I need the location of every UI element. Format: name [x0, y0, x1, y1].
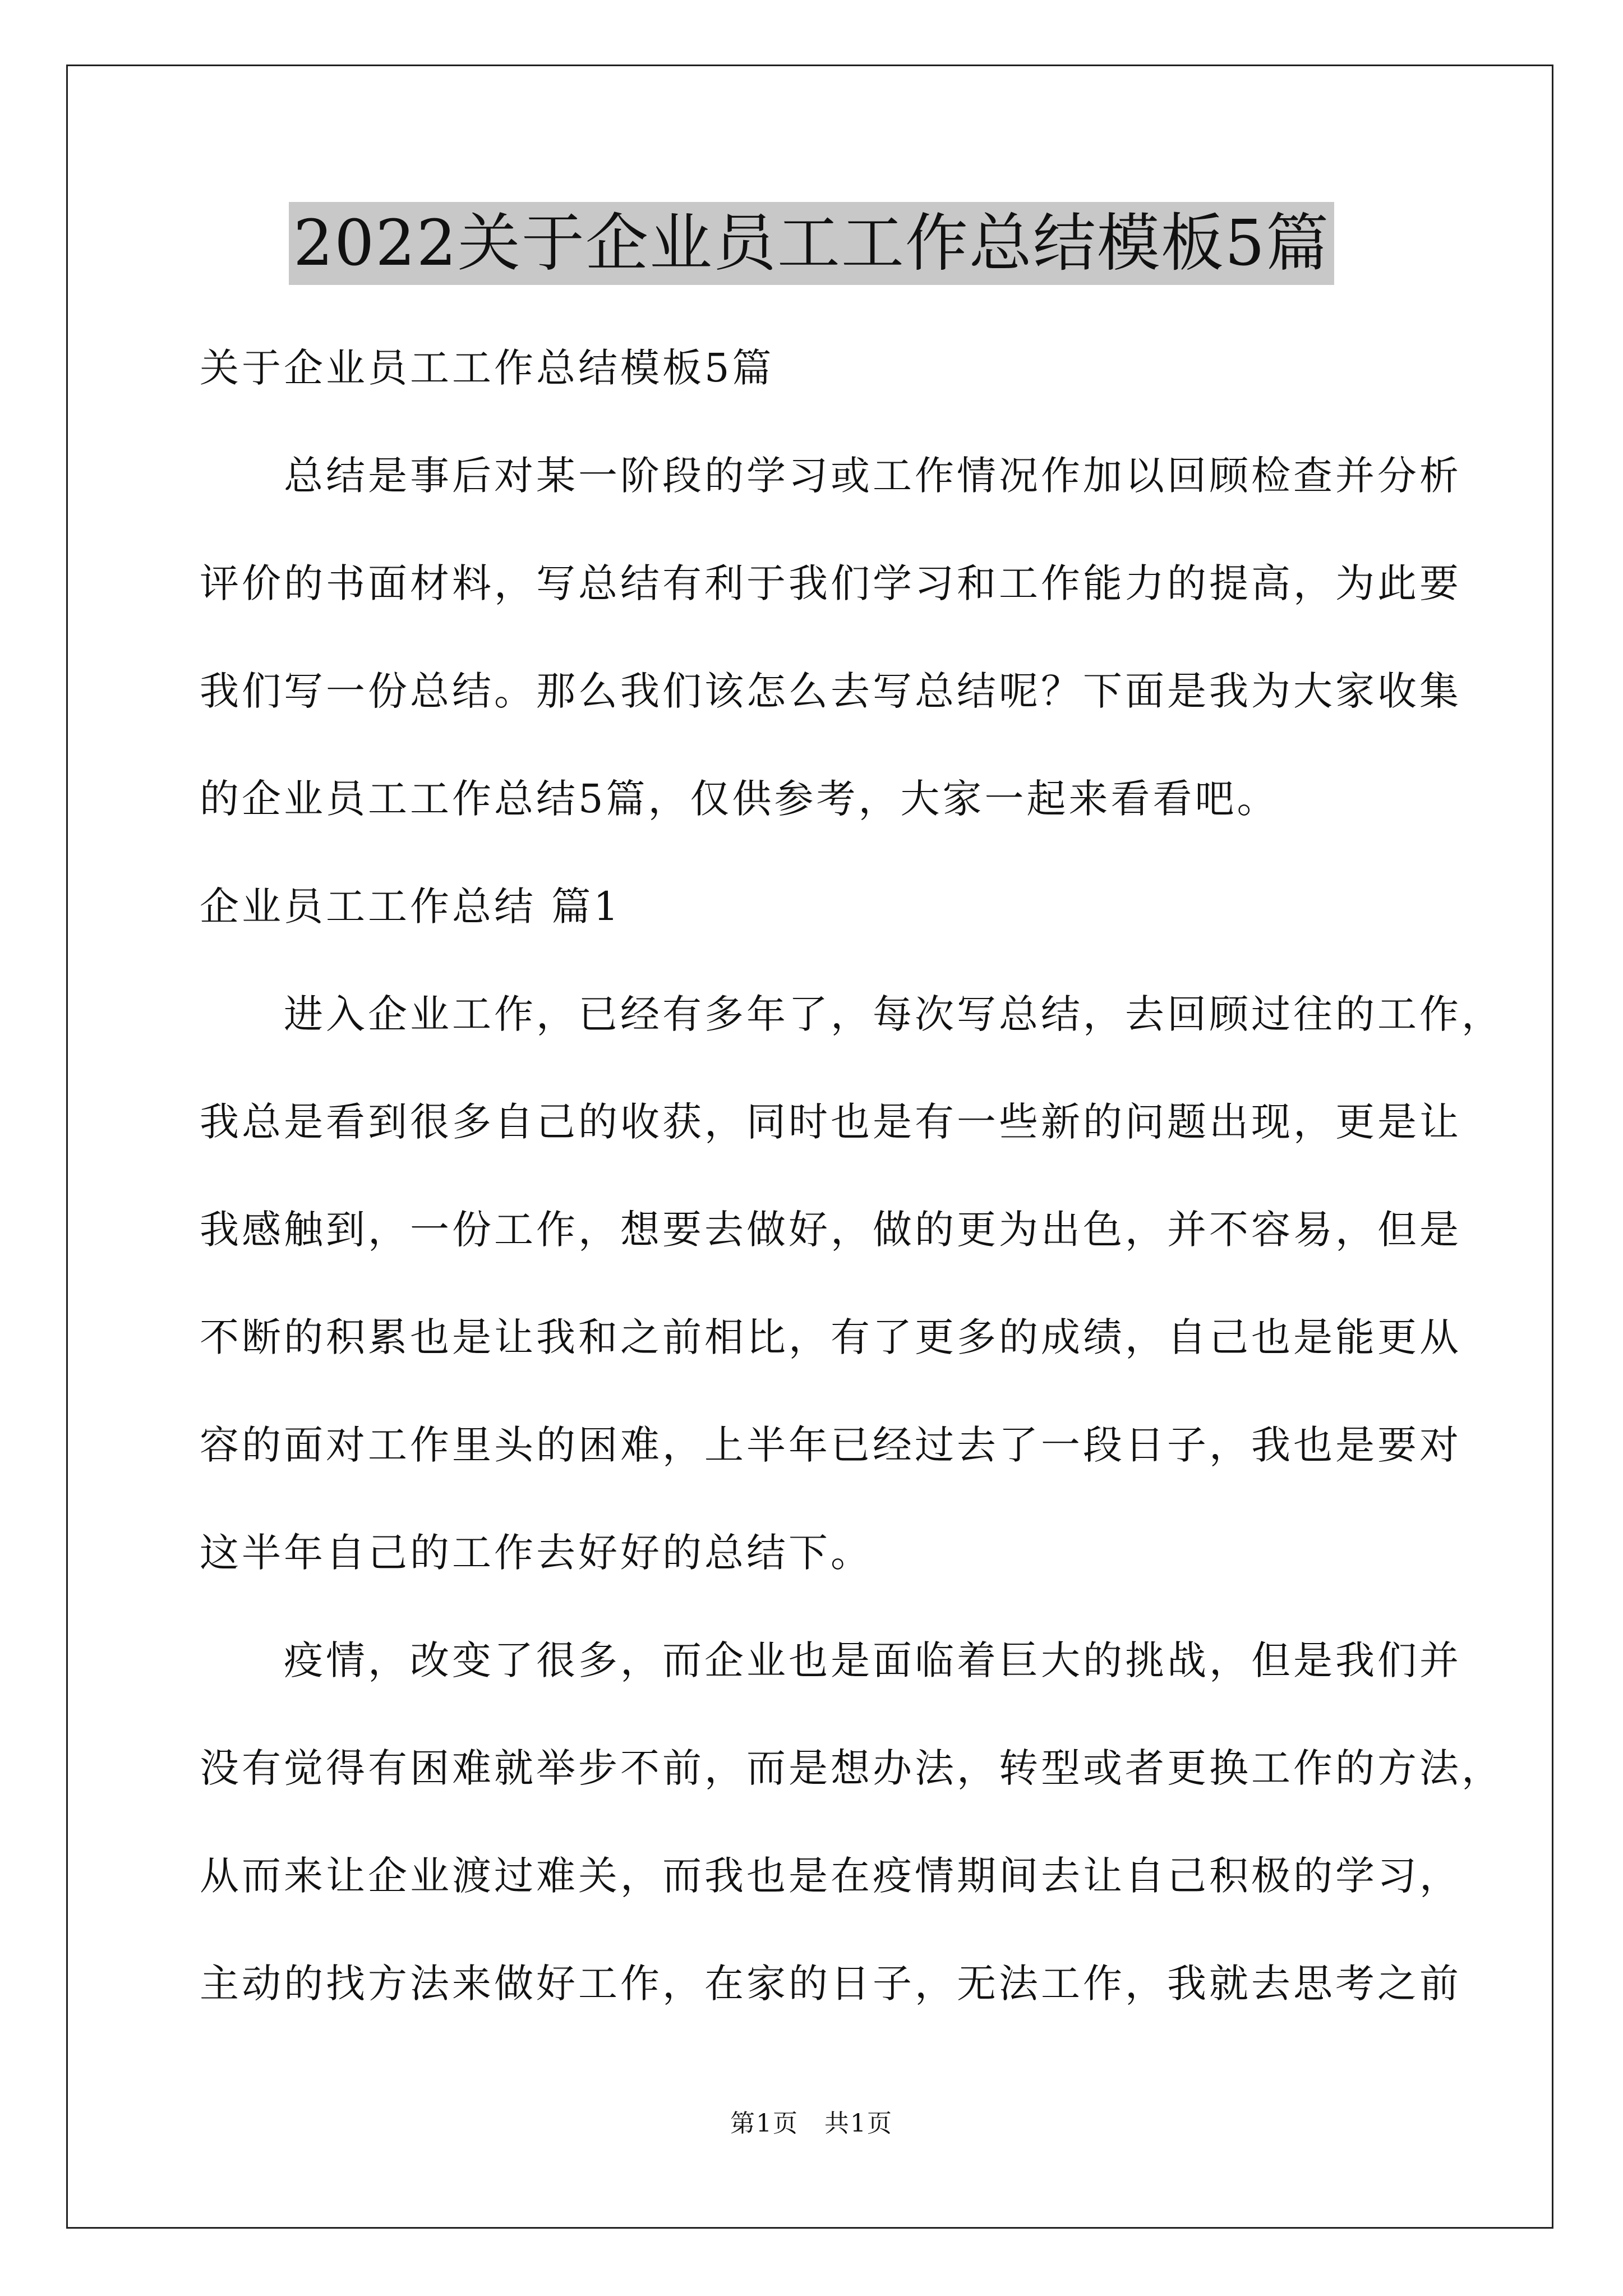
paragraph-line: 疫情，改变了很多，而企业也是面临着巨大的挑战，但是我们并 [284, 1637, 1461, 1683]
paragraph-line: 容的面对工作里头的困难，上半年已经过去了一段日子，我也是要对 [200, 1422, 1461, 1468]
paragraph-line: 我总是看到很多自己的收获，同时也是有一些新的问题出现，更是让 [200, 1099, 1461, 1145]
paragraph-line: 不断的积累也是让我和之前相比，有了更多的成绩，自己也是能更从 [200, 1314, 1461, 1360]
document-title: 2022关于企业员工工作总结模板5篇 [289, 202, 1334, 285]
paragraph-line: 这半年自己的工作去好好的总结下。 [200, 1530, 873, 1576]
paragraph-line: 评价的书面材料，写总结有利于我们学习和工作能力的提高，为此要 [200, 560, 1461, 606]
document-title-wrap [0, 202, 1623, 285]
paragraph-line: 的企业员工工作总结5篇，仅供参考，大家一起来看看吧。 [200, 776, 1279, 822]
subtitle-line: 关于企业员工工作总结模板5篇 [200, 345, 774, 391]
paragraph-line: 从而来让企业渡过难关，而我也是在疫情期间去让自己积极的学习， [200, 1853, 1461, 1899]
document-body [200, 314, 1504, 2037]
paragraph-line: 我感触到，一份工作，想要去做好，做的更为出色，并不容易，但是 [200, 1207, 1461, 1253]
paragraph-line: 总结是事后对某一阶段的学习或工作情况作加以回顾检查并分析 [284, 453, 1461, 499]
paragraph-line: 进入企业工作，已经有多年了，每次写总结，去回顾过往的工作， [284, 991, 1504, 1037]
page-footer: 第1页 共1页 [730, 2109, 893, 2138]
paragraph-line: 我们写一份总结。那么我们该怎么去写总结呢？下面是我为大家收集 [200, 668, 1461, 714]
paragraph-line: 主动的找方法来做好工作，在家的日子，无法工作，我就去思考之前 [200, 1961, 1461, 2007]
section-heading: 企业员工工作总结 篇1 [200, 884, 621, 930]
paragraph-line: 没有觉得有困难就举步不前，而是想办法，转型或者更换工作的方法， [200, 1745, 1504, 1791]
